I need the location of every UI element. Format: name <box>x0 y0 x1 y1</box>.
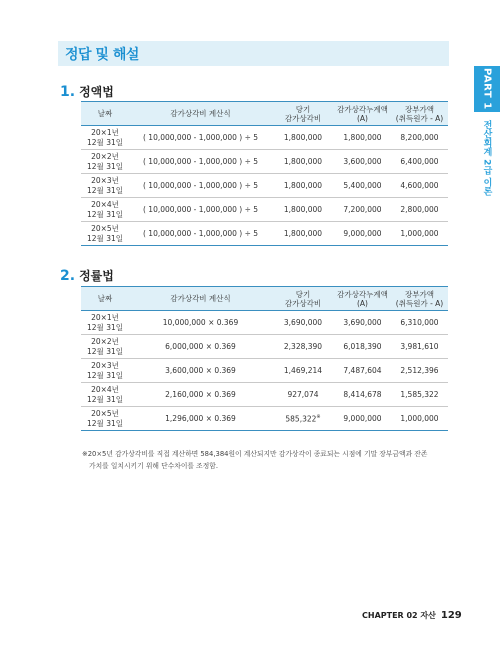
section1-heading <box>60 83 114 100</box>
row-date: 20×4년 12월 31일 <box>81 383 129 407</box>
row-depreciation: 1,800,000 <box>272 150 334 174</box>
section2-number: 2. <box>60 268 76 284</box>
row-accumulated: 3,600,000 <box>334 150 391 174</box>
footnote <box>82 448 454 472</box>
row-formula: ( 10,000,000 - 1,000,000 ) ÷ 5 <box>129 174 272 198</box>
row-accumulated: 7,200,000 <box>334 198 391 222</box>
row-depreciation: 2,328,390 <box>272 335 334 359</box>
table-row <box>81 359 448 383</box>
row-depreciation: 927,074 <box>272 383 334 407</box>
row-date: 20×1년 12월 31일 <box>81 126 129 150</box>
table-row <box>81 222 448 246</box>
row-accumulated: 9,000,000 <box>334 407 391 431</box>
table-row <box>81 383 448 407</box>
table-header-row <box>81 287 448 311</box>
page-number: 129 <box>440 610 462 621</box>
row-book-value: 1,585,322 <box>391 383 448 407</box>
straight-line-table <box>81 101 448 246</box>
section1-title: 정액법 <box>79 85 114 99</box>
row-date: 20×2년 12월 31일 <box>81 150 129 174</box>
part-tab <box>474 66 500 112</box>
table-row <box>81 174 448 198</box>
part-label: PART 1 <box>481 68 493 110</box>
header-book-value: 장부가액 (취득원가 - A) <box>391 102 448 126</box>
row-formula: ( 10,000,000 - 1,000,000 ) ÷ 5 <box>129 126 272 150</box>
row-accumulated: 8,414,678 <box>334 383 391 407</box>
row-formula: 10,000,000 × 0.369 <box>129 311 272 335</box>
row-accumulated: 6,018,390 <box>334 335 391 359</box>
row-book-value: 4,600,000 <box>391 174 448 198</box>
row-book-value: 8,200,000 <box>391 126 448 150</box>
table-row <box>81 150 448 174</box>
row-depreciation: 1,800,000 <box>272 174 334 198</box>
row-book-value: 1,000,000 <box>391 407 448 431</box>
header-formula: 감가상각비 계산식 <box>129 102 272 126</box>
row-depreciation: 1,800,000 <box>272 198 334 222</box>
row-accumulated: 9,000,000 <box>334 222 391 246</box>
header-accumulated: 감가상각누계액 (A) <box>334 287 391 311</box>
header-book-value: 장부가액 (취득원가 - A) <box>391 287 448 311</box>
header-date: 날짜 <box>81 102 129 126</box>
row-accumulated: 7,487,604 <box>334 359 391 383</box>
header-formula: 감가상각비 계산식 <box>129 287 272 311</box>
row-accumulated: 1,800,000 <box>334 126 391 150</box>
row-book-value: 3,981,610 <box>391 335 448 359</box>
row-date: 20×4년 12월 31일 <box>81 198 129 222</box>
footnote-line-2: 가치를 일치시키기 위해 단수차이를 조정함. <box>89 462 218 470</box>
row-book-value: 6,400,000 <box>391 150 448 174</box>
row-formula: 2,160,000 × 0.369 <box>129 383 272 407</box>
row-formula: ( 10,000,000 - 1,000,000 ) ÷ 5 <box>129 222 272 246</box>
page-footer <box>362 610 462 621</box>
row-formula: 3,600,000 × 0.369 <box>129 359 272 383</box>
row-formula: ( 10,000,000 - 1,000,000 ) ÷ 5 <box>129 198 272 222</box>
row-formula: 6,000,000 × 0.369 <box>129 335 272 359</box>
table-row <box>81 126 448 150</box>
row-accumulated: 5,400,000 <box>334 174 391 198</box>
row-date: 20×3년 12월 31일 <box>81 359 129 383</box>
row-formula: ( 10,000,000 - 1,000,000 ) ÷ 5 <box>129 150 272 174</box>
table-row <box>81 335 448 359</box>
table-row <box>81 198 448 222</box>
declining-balance-table <box>81 286 448 431</box>
row-depreciation: 3,690,000 <box>272 311 334 335</box>
row-book-value: 6,310,000 <box>391 311 448 335</box>
row-date: 20×3년 12월 31일 <box>81 174 129 198</box>
table-row <box>81 407 448 431</box>
row-date: 20×5년 12월 31일 <box>81 222 129 246</box>
row-book-value: 2,800,000 <box>391 198 448 222</box>
section2-heading <box>60 267 114 284</box>
row-depreciation: 1,469,214 <box>272 359 334 383</box>
footer-chapter: CHAPTER 02 자산 <box>362 611 436 620</box>
header-accumulated: 감가상각누계액 (A) <box>334 102 391 126</box>
title-band <box>58 41 449 66</box>
row-book-value: 2,512,396 <box>391 359 448 383</box>
section2-title: 정률법 <box>79 269 114 283</box>
row-depreciation: 585,322※ <box>272 407 334 431</box>
footnote-marker: ※ <box>316 414 321 421</box>
header-depreciation: 당기 감가상각비 <box>272 102 334 126</box>
page-title: 정답 및 해설 <box>65 47 139 63</box>
row-date: 20×2년 12월 31일 <box>81 335 129 359</box>
row-book-value: 1,000,000 <box>391 222 448 246</box>
row-date: 20×1년 12월 31일 <box>81 311 129 335</box>
row-depreciation: 1,800,000 <box>272 222 334 246</box>
header-date: 날짜 <box>81 287 129 311</box>
header-depreciation: 당기 감가상각비 <box>272 287 334 311</box>
row-date: 20×5년 12월 31일 <box>81 407 129 431</box>
table-header-row <box>81 102 448 126</box>
row-accumulated: 3,690,000 <box>334 311 391 335</box>
row-formula: 1,296,000 × 0.369 <box>129 407 272 431</box>
part-subtitle: 전산회계 2급 이론 <box>481 120 492 196</box>
row-depreciation: 1,800,000 <box>272 126 334 150</box>
section1-number: 1. <box>60 84 76 100</box>
footnote-line-1: ※20×5년 감가상각비를 직접 계산하면 584,384원이 계산되지만 감가상각이 종료되는 시점에 기말 장부금액과 잔존 <box>82 450 428 458</box>
table-row <box>81 311 448 335</box>
